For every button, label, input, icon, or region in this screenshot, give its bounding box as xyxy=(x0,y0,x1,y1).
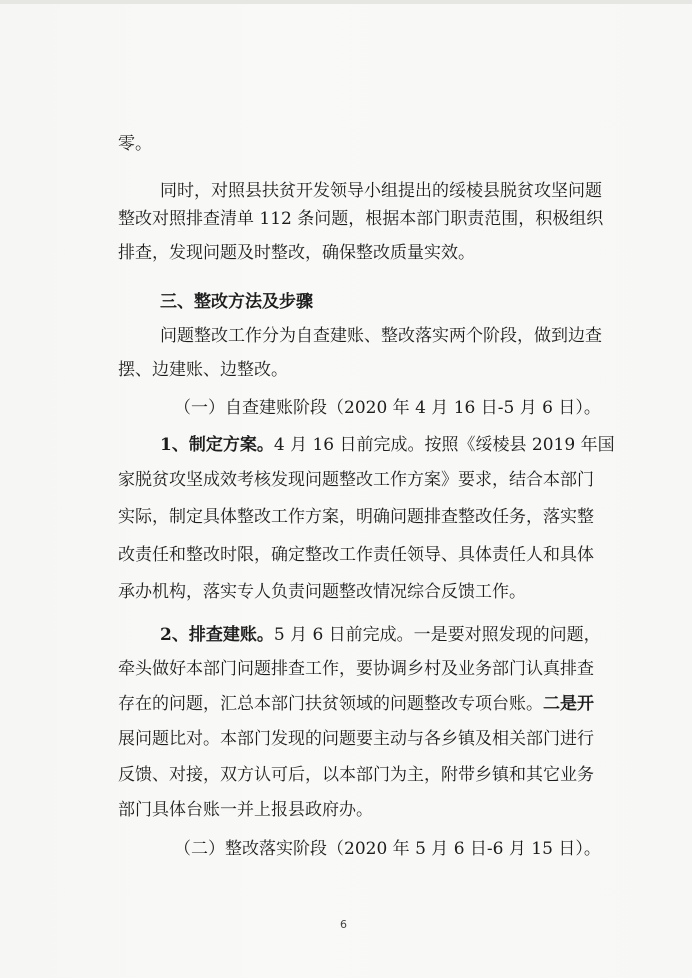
text-line: 问题整改工作分为自查建账、整改落实两个阶段，做到边查 xyxy=(160,326,602,346)
section-heading: 三、整改方法及步骤 xyxy=(160,292,313,312)
text-line: 摆、边建账、边整改。 xyxy=(118,360,288,380)
text-line: 同时，对照县扶贫开发领导小组提出的绥棱县脱贫攻坚问题 xyxy=(160,181,602,201)
item-title: 1、制定方案。 xyxy=(160,435,274,455)
subsection-heading: （二）整改落实阶段（2020 年 5 月 6 日-6 月 15 日）。 xyxy=(174,839,601,859)
text-line: 反馈、对接，双方认可后，以本部门为主，附带乡镇和其它业务 xyxy=(118,765,594,785)
subsection-heading: （一）自查建账阶段（2020 年 4 月 16 日-5 月 6 日）。 xyxy=(174,398,601,418)
text-line xyxy=(160,434,615,456)
text-segment-bold: 二是开 xyxy=(543,694,594,714)
text-line: 排查，发现问题及时整改，确保整改质量实效。 xyxy=(118,243,475,263)
text-line xyxy=(118,693,594,715)
text-line: 承办机构，落实专人负责问题整改情况综合反馈工作。 xyxy=(118,582,526,602)
text-line: 展问题比对。本部门发现的问题要主动与各乡镇及相关部门进行 xyxy=(118,729,594,749)
text-line: 牵头做好本部门问题排查工作，要协调乡村及业务部门认真排查 xyxy=(118,659,594,679)
text-line: 整改对照排查清单 112 条问题，根据本部门职责范围，积极组织 xyxy=(118,209,604,229)
item-text: 4 月 16 日前完成。按照《绥棱县 2019 年国 xyxy=(273,435,615,455)
text-line: 零。 xyxy=(118,134,152,154)
item-text: 5 月 6 日前完成。一是要对照发现的问题， xyxy=(273,625,601,645)
text-line xyxy=(160,624,601,646)
text-line: 改责任和整改时限，确定整改工作责任领导、具体责任人和具体 xyxy=(118,545,594,565)
text-line: 实际，制定具体整改工作方案，明确问题排查整改任务，落实整 xyxy=(118,507,594,527)
page-top-edge xyxy=(0,0,692,4)
text-line: 家脱贫攻坚成效考核发现问题整改工作方案》要求，结合本部门 xyxy=(118,470,594,490)
text-segment: 存在的问题，汇总本部门扶贫领域的问题整改专项台账。 xyxy=(118,694,543,714)
item-title: 2、排查建账。 xyxy=(160,625,274,645)
text-line: 部门具体台账一并上报县政府办。 xyxy=(118,800,373,820)
page-number: 6 xyxy=(340,918,347,931)
